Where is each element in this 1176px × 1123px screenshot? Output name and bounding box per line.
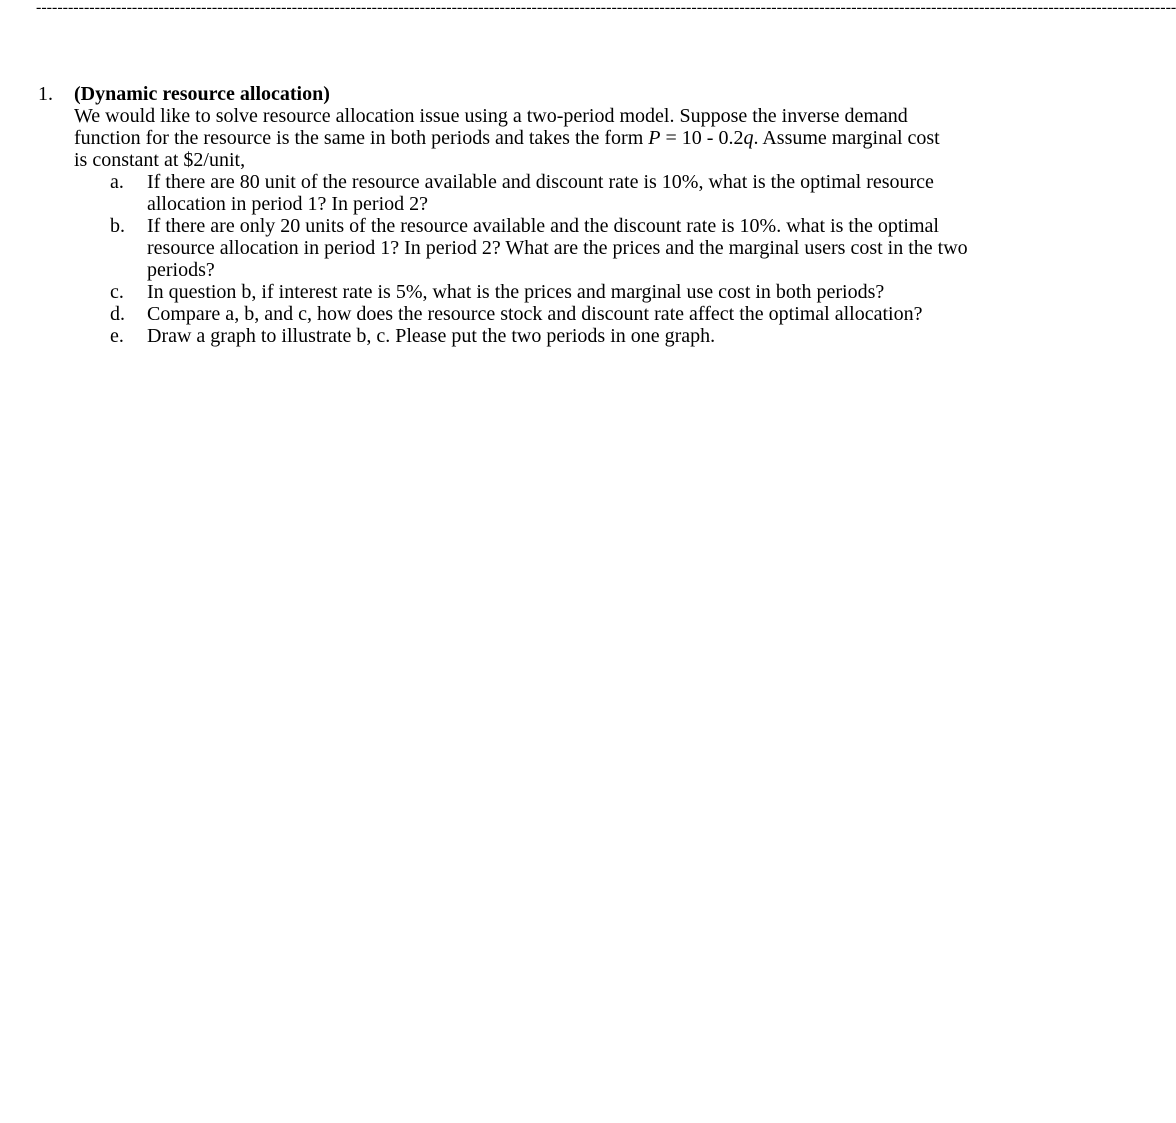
part-label: e.	[110, 325, 124, 347]
intro-text-before: We would like to solve resource allocation issue using a two-period model. Suppose the inverse demand function for the resource is the same in both periods and takes the form	[74, 105, 908, 149]
formula-p: P	[648, 127, 661, 149]
part-text: Compare a, b, and c, how does the resource stock and discount rate affect the optimal allocation?	[147, 303, 923, 325]
question-parts	[110, 171, 990, 347]
part-label: d.	[110, 303, 125, 325]
part-c	[110, 281, 990, 303]
part-text: Draw a graph to illustrate b, c. Please put the two periods in one graph.	[147, 325, 716, 347]
question-title: (Dynamic resource allocation)	[74, 83, 330, 105]
part-e	[110, 325, 990, 347]
question-intro	[74, 105, 954, 171]
part-text: If there are only 20 units of the resource available and the discount rate is 10%. what is the optimal resource allocation in period 1? In period 2? What are the prices and the marginal users cost in the two periods?	[147, 215, 968, 281]
part-label: c.	[110, 281, 124, 303]
part-a	[110, 171, 990, 215]
part-text: If there are 80 unit of the resource available and discount rate is 10%, what is the optimal resource allocation in period 1? In period 2?	[147, 171, 934, 215]
intro-text-after: . Assume marginal cost is constant at $2/unit,	[74, 127, 940, 171]
part-text: In question b, if interest rate is 5%, what is the prices and marginal use cost in both periods?	[147, 281, 885, 303]
formula-q: q	[743, 127, 754, 149]
part-label: a.	[110, 171, 124, 193]
formula-middle: = 10 - 0.2	[660, 127, 744, 149]
question-1	[38, 83, 1068, 347]
part-b	[110, 215, 990, 281]
question-header	[38, 83, 1068, 105]
part-d	[110, 303, 990, 325]
separator-line: ----------------------------------------------------------------------------------------------------------------------------------------------------------------------------------------------------------------------	[36, 0, 1176, 16]
question-number: 1.	[38, 83, 53, 105]
part-label: b.	[110, 215, 125, 237]
